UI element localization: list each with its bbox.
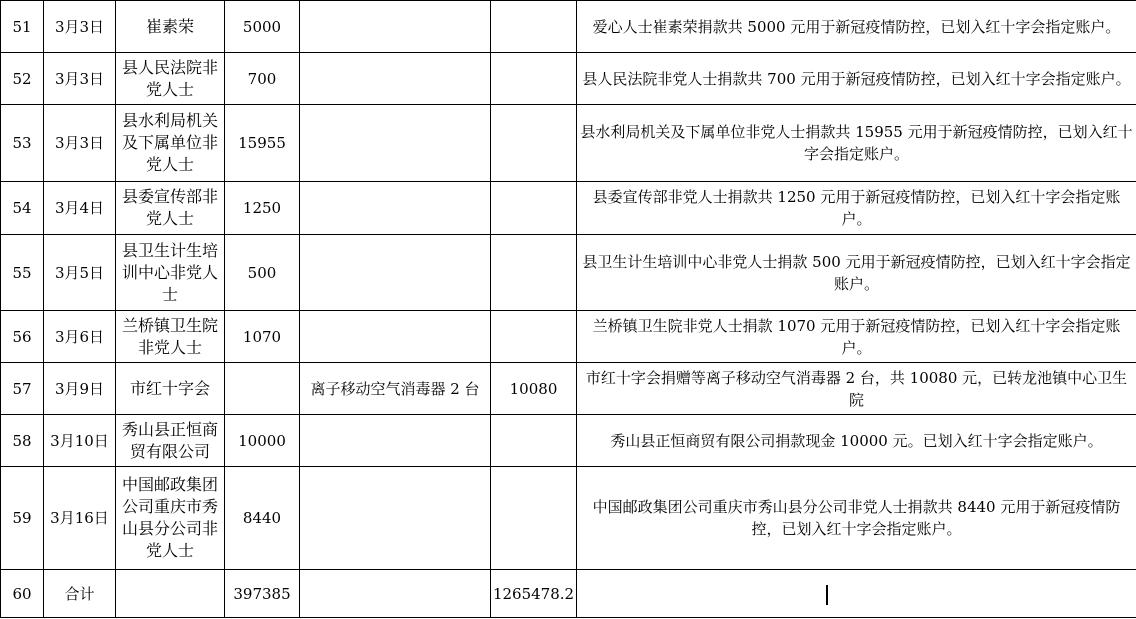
remark: 秀山县正恒商贸有限公司捐款现金 10000 元。已划入红十字会指定账户。 <box>577 415 1136 467</box>
remark: 县委宣传部非党人士捐款共 1250 元用于新冠疫情防控，已划入红十字会指定账户。 <box>577 182 1136 235</box>
donated-item <box>300 467 491 570</box>
item-value <box>491 311 577 363</box>
donation-date: 3月10日 <box>44 415 116 467</box>
remark: 县水利局机关及下属单位非党人士捐款共 15955 元用于新冠疫情防控，已划入红十字会指定账户。 <box>577 105 1136 182</box>
row-number: 52 <box>1 53 44 105</box>
donor-unit: 县委宣传部非党人士 <box>116 182 225 235</box>
remark: 县人民法院非党人士捐款共 700 元用于新冠疫情防控，已划入红十字会指定账户。 <box>577 53 1136 105</box>
item-value <box>491 415 577 467</box>
donation-date: 3月16日 <box>44 467 116 570</box>
cash-amount: 15955 <box>225 105 300 182</box>
row-number: 53 <box>1 105 44 182</box>
donated-item <box>300 570 491 618</box>
donor-unit: 县卫生计生培训中心非党人士 <box>116 235 225 311</box>
cash-amount: 700 <box>225 53 300 105</box>
total-label: 合计 <box>44 570 116 618</box>
cash-amount <box>225 363 300 415</box>
table-row <box>1 235 1136 311</box>
total-cash: 397385 <box>225 570 300 618</box>
row-number: 59 <box>1 467 44 570</box>
donated-item <box>300 105 491 182</box>
cash-amount: 1250 <box>225 182 300 235</box>
donated-item <box>300 415 491 467</box>
donation-date: 3月6日 <box>44 311 116 363</box>
donation-date: 3月3日 <box>44 1 116 53</box>
donation-date: 3月5日 <box>44 235 116 311</box>
total-value: 1265478.2 <box>491 570 577 618</box>
row-number: 54 <box>1 182 44 235</box>
table-row <box>1 105 1136 182</box>
donor-unit: 市红十字会 <box>116 363 225 415</box>
row-number: 55 <box>1 235 44 311</box>
cash-amount: 500 <box>225 235 300 311</box>
remark: 县卫生计生培训中心非党人士捐款 500 元用于新冠疫情防控，已划入红十字会指定账户。 <box>577 235 1136 311</box>
donated-item <box>300 182 491 235</box>
donor-unit <box>116 570 225 618</box>
donated-item <box>300 53 491 105</box>
donated-item <box>300 235 491 311</box>
row-number: 60 <box>1 570 44 618</box>
donated-item: 离子移动空气消毒器 2 台 <box>300 363 491 415</box>
remark: 爱心人士崔素荣捐款共 5000 元用于新冠疫情防控，已划入红十字会指定账户。 <box>577 1 1136 53</box>
text-cursor <box>826 585 828 605</box>
item-value <box>491 467 577 570</box>
donation-date: 3月3日 <box>44 105 116 182</box>
item-value <box>491 53 577 105</box>
row-number: 56 <box>1 311 44 363</box>
donated-item <box>300 311 491 363</box>
donor-unit: 兰桥镇卫生院非党人士 <box>116 311 225 363</box>
donor-unit: 秀山县正恒商贸有限公司 <box>116 415 225 467</box>
item-value <box>491 1 577 53</box>
donation-date: 3月3日 <box>44 53 116 105</box>
donated-item <box>300 1 491 53</box>
remark: 中国邮政集团公司重庆市秀山县分公司非党人士捐款共 8440 元用于新冠疫情防控，已划入红十字会指定账户。 <box>577 467 1136 570</box>
row-number: 57 <box>1 363 44 415</box>
remark: 兰桥镇卫生院非党人士捐款 1070 元用于新冠疫情防控，已划入红十字会指定账户。 <box>577 311 1136 363</box>
donor-unit: 县水利局机关及下属单位非党人士 <box>116 105 225 182</box>
table-row <box>1 311 1136 363</box>
cash-amount: 5000 <box>225 1 300 53</box>
table-row <box>1 363 1136 415</box>
table-row <box>1 467 1136 570</box>
donor-unit: 县人民法院非党人士 <box>116 53 225 105</box>
row-number: 58 <box>1 415 44 467</box>
table-row <box>1 415 1136 467</box>
total-remark-cell[interactable] <box>577 570 1136 618</box>
cash-amount: 1070 <box>225 311 300 363</box>
remark: 市红十字会捐赠等离子移动空气消毒器 2 台，共 10080 元，已转龙池镇中心卫生院 <box>577 363 1136 415</box>
table-row <box>1 53 1136 105</box>
donor-unit: 中国邮政集团公司重庆市秀山县分公司非党人士 <box>116 467 225 570</box>
item-value: 10080 <box>491 363 577 415</box>
cash-amount: 8440 <box>225 467 300 570</box>
donation-date: 3月4日 <box>44 182 116 235</box>
table-row <box>1 182 1136 235</box>
item-value <box>491 182 577 235</box>
cash-amount: 10000 <box>225 415 300 467</box>
donor-unit: 崔素荣 <box>116 1 225 53</box>
item-value <box>491 235 577 311</box>
total-row <box>1 570 1136 618</box>
row-number: 51 <box>1 1 44 53</box>
table-row <box>1 1 1136 53</box>
item-value <box>491 105 577 182</box>
donation-date: 3月9日 <box>44 363 116 415</box>
